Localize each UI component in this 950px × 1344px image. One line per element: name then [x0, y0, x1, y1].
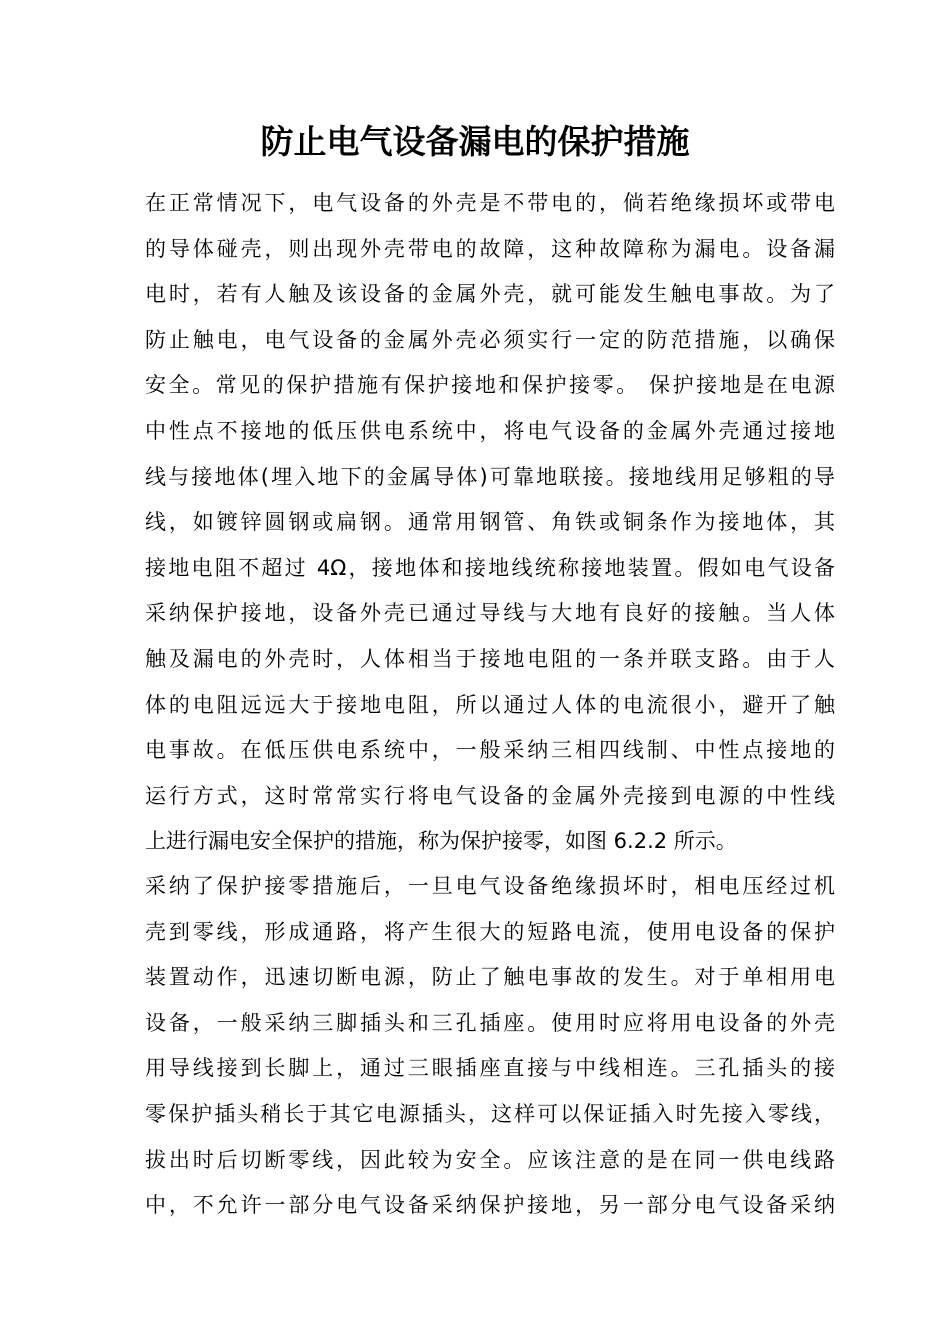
text-line: 零保护插头稍长于其它电源插头，这样可以保证插入时先接入零线，	[145, 1101, 835, 1126]
text-line: 拔出时后切断零线，因此较为安全。应该注意的是在同一供电线路	[145, 1147, 835, 1172]
paragraph-1	[145, 181, 835, 865]
text-line: 触及漏电的外壳时，人体相当于接地电阻的一条并联支路。由于人	[145, 646, 835, 671]
text-line: 设备，一般采纳三脚插头和三孔插座。使用时应将用电设备的外壳	[145, 1010, 835, 1035]
paragraph-2	[145, 864, 835, 1229]
text-line: 中，不允许一部分电气设备采纳保护接地，另一部分电气设备采纳	[145, 1193, 835, 1218]
text-line: 电时，若有人触及该设备的金属外壳，就可能发生触电事故。为了	[145, 282, 835, 307]
text-line: 接地电阻不超过 4Ω，接地体和接地线统称接地装置。假如电气设备	[145, 555, 835, 580]
text-line: 壳到零线，形成通路，将产生很大的短路电流，使用电设备的保护	[145, 919, 835, 944]
document-title: 防止电气设备漏电的保护措施	[260, 122, 690, 161]
text-line: 运行方式，这时常常实行将电气设备的金属外壳接到电源的中性线	[145, 783, 835, 808]
text-line: 线，如镀锌圆钢或扁钢。通常用钢管、角铁或铜条作为接地体，其	[145, 510, 835, 535]
text-line: 的导体碰壳，则出现外壳带电的故障，这种故障称为漏电。设备漏	[145, 236, 835, 261]
text-line: 防止触电，电气设备的金属外壳必须实行一定的防范措施，以确保	[145, 327, 835, 352]
text-line: 安全。常见的保护措施有保护接地和保护接零。 保护接地是在电源	[145, 373, 835, 398]
text-line: 中性点不接地的低压供电系统中，将电气设备的金属外壳通过接地	[145, 418, 835, 443]
text-line: 线与接地体(埋入地下的金属导体)可靠地联接。接地线用足够粗的导	[145, 464, 835, 489]
text-line: 电事故。在低压供电系统中，一般采纳三相四线制、中性点接地的	[145, 738, 835, 763]
text-line: 装置动作，迅速切断电源，防止了触电事故的发生。对于单相用电	[145, 965, 835, 990]
text-line: 上进行漏电安全保护的措施，称为保护接零，如图 6.2.2 所示。	[145, 829, 737, 854]
text-line: 在正常情况下，电气设备的外壳是不带电的，倘若绝缘损坏或带电	[145, 191, 835, 215]
text-line: 采纳保护接地，设备外壳已通过导线与大地有良好的接触。当人体	[145, 601, 835, 626]
text-line: 用导线接到长脚上，通过三眼插座直接与中线相连。三孔插头的接	[145, 1056, 835, 1081]
text-line: 采纳了保护接零措施后，一旦电气设备绝缘损坏时，相电压经过机	[145, 874, 835, 898]
text-line: 体的电阻远远大于接地电阻，所以通过人体的电流很小，避开了触	[145, 692, 835, 717]
